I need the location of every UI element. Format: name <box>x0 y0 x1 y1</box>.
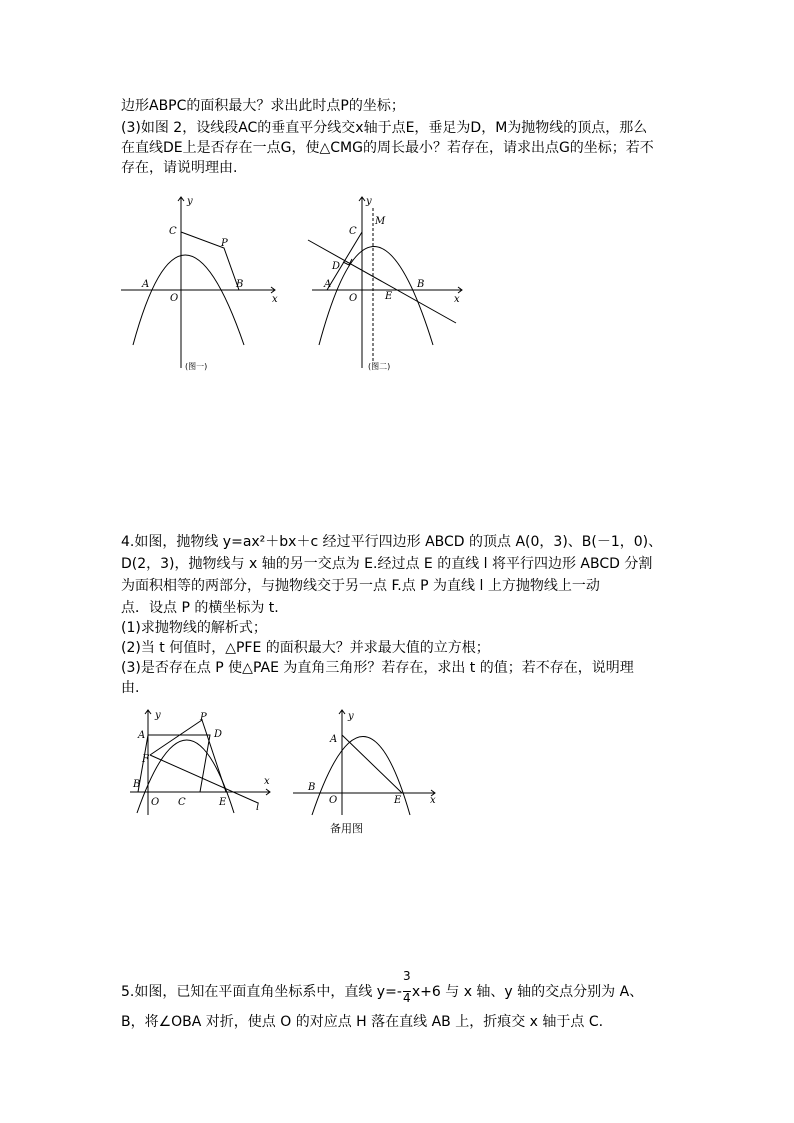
label-a: A <box>138 730 146 741</box>
y-label: y <box>155 710 161 721</box>
fraction <box>402 969 412 1005</box>
caption-fig1: (图一) <box>185 362 208 371</box>
fraction-denominator: 4 <box>403 991 411 1005</box>
chord-c-p-b <box>181 232 239 290</box>
y-label: y <box>187 196 193 207</box>
label-d: D <box>214 729 223 740</box>
caption-fig4: 备用图 <box>330 822 363 835</box>
label-o: O <box>329 795 338 806</box>
figure-1 <box>118 190 288 375</box>
figure-2 <box>300 190 475 375</box>
figure-4 <box>290 705 445 840</box>
x-label: x <box>264 776 270 787</box>
label-b: B <box>236 279 244 290</box>
label-e: E <box>394 795 402 806</box>
label-b: B <box>308 782 316 793</box>
q4-line-1: 4.如图，抛物线 y=ax²＋bx＋c 经过平行四边形 ABCD 的顶点 A(0，3)、B(－1，0)、 <box>121 534 663 550</box>
q3-line-4: 存在，请说明理由. <box>121 160 238 176</box>
label-a: A <box>330 734 338 745</box>
q3-line-3: 在直线DE上是否存在一点G，使△CMG的周长最小？若存在，请求出点G的坐标；若不 <box>121 140 654 156</box>
q4-sub-1: (1)求抛物线的解析式； <box>121 620 267 636</box>
parabola <box>133 255 244 345</box>
label-o: O <box>170 293 179 304</box>
label-a: A <box>142 279 150 290</box>
label-f: F <box>142 754 149 765</box>
y-label: y <box>348 711 354 722</box>
q4-line-2: D(2，3)，抛物线与 x 轴的另一交点为 E.经过点 E 的直线 l 将平行四边形 ABCD 分割 <box>121 556 653 572</box>
q4-line-4: 点．设点 P 的横坐标为 t. <box>121 600 279 616</box>
q4-sub-3a: (3)是否存在点 P 使△PAE 为直角三角形？若存在，求出 t 的值；若不存在，说明理 <box>121 660 634 676</box>
y-label: y <box>366 196 372 207</box>
line-l <box>150 755 258 803</box>
q4-sub-2: (2)当 t 何值时，△PFE 的面积最大？并求最大值的立方根； <box>121 640 490 656</box>
q4-line-3: 为面积相等的两部分，与抛物线交于另一点 F.点 P 为直线 l 上方抛物线上一动 <box>121 578 600 594</box>
x-label: x <box>430 795 436 806</box>
label-e: E <box>219 797 227 808</box>
q5-line-2: B，将∠OBA 对折，使点 O 的对应点 H 落在直线 AB 上，折痕交 x 轴于点 C. <box>121 1014 604 1030</box>
label-m: M <box>375 216 386 227</box>
line-pf <box>150 720 202 755</box>
q4-sub-3b: 由. <box>121 680 140 696</box>
x-label: x <box>454 294 460 305</box>
label-c: C <box>169 226 177 237</box>
label-p: P <box>221 238 228 249</box>
caption-fig2: (图二) <box>368 362 391 371</box>
label-p: P <box>200 712 207 723</box>
q3-line-1: 边形ABPC的面积最大？求出此时点P的坐标； <box>121 98 405 114</box>
label-b: B <box>417 279 425 290</box>
label-o: O <box>349 293 358 304</box>
label-c: C <box>349 226 357 237</box>
label-c: C <box>178 797 186 808</box>
q3-line-2: (3)如图 2，设线段AC的垂直平分线交x轴于点E，垂足为D，M为抛物线的顶点，那么 <box>121 120 648 136</box>
label-a: A <box>324 279 332 290</box>
q5-text-post: x+6 与 x 轴、y 轴的交点分别为 A、 <box>411 984 644 1000</box>
q5-text-pre: 5.如图，已知在平面直角坐标系中，直线 y=- <box>121 984 402 1000</box>
label-o: O <box>151 797 160 808</box>
line-ae <box>342 735 402 793</box>
fraction-numerator: 3 <box>403 969 411 983</box>
q5-line-1 <box>121 969 701 1005</box>
label-d: D <box>332 261 341 272</box>
figure-3 <box>128 705 278 820</box>
label-b: B <box>133 779 141 790</box>
label-l: l <box>256 802 260 813</box>
label-e: E <box>385 291 393 302</box>
x-label: x <box>272 294 278 305</box>
